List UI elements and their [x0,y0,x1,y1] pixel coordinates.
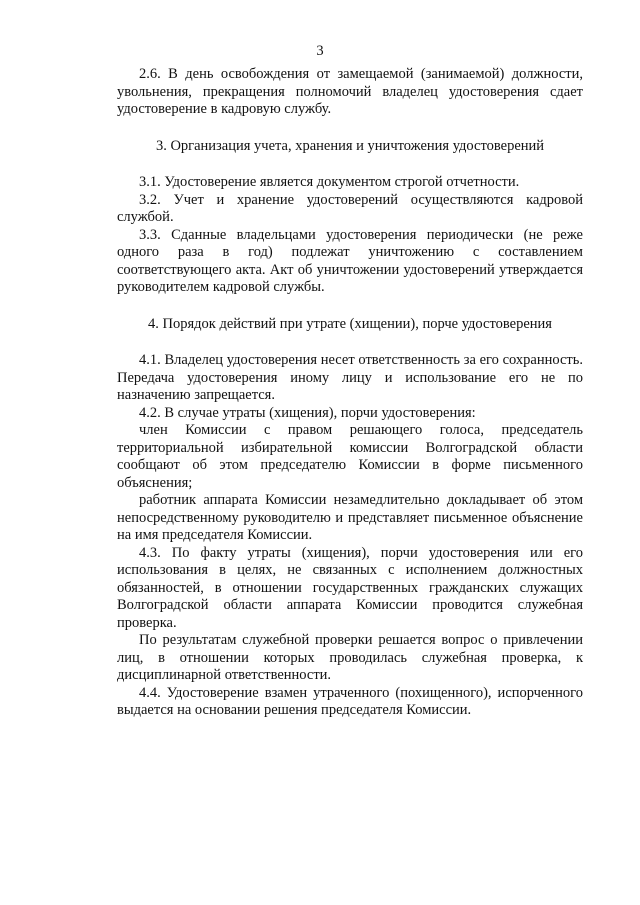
paragraph-3-2: 3.2. Учет и хранение удостоверений осуществляются кадровой службой. [117,191,583,225]
paragraph-4-1: 4.1. Владелец удостоверения несет ответственность за его сохранность. Передача удостоверения иному лицу и использование его не по назначению запрещается. [117,352,583,403]
paragraph-3-3: 3.3. Сданные владельцами удостоверения периодически (не реже одного раза в год) подлежат уничтожению с составлением соответствующего акта. Акт об уничтожении удостоверений утверждается руководителем кадровой службы. [117,226,583,295]
section-heading-4: 4. Порядок действий при утрате (хищении), порче удостоверения [148,315,552,332]
paragraph-4-4: 4.4. Удостоверение взамен утраченного (похищенного), испорченного выдается на основании решения председателя Комиссии. [117,684,583,718]
paragraph-4-3: 4.3. По факту утраты (хищения), порчи удостоверения или его использования в целях, не связанных с исполнением должностных обязанностей, в отношении государственных гражданских служащих Волгоградской области аппарата Комиссии проводится служебная проверка. [117,544,583,631]
paragraph-2-6: 2.6. В день освобождения от замещаемой (занимаемой) должности, увольнения, прекращения полномочий владелец удостоверения сдает удостоверение в кадровую службу. [117,66,583,117]
paragraph-4-2-member: член Комиссии с правом решающего голоса, председатель территориальной избирательной комиссии Волгоградской области сообщают об этом председателю Комиссии в форме письменного объяснения; [117,422,583,491]
paragraph-4-2: 4.2. В случае утраты (хищения), порчи удостоверения: [139,404,476,421]
document-body [117,66,583,720]
page-number: 3 [316,43,324,59]
paragraph-4-3-result: По результатам служебной проверки решается вопрос о привлечении лиц, в отношении которых проводилась служебная проверка, к дисциплинарной ответственности. [117,632,583,683]
paragraph-3-1: 3.1. Удостоверение является документом строгой отчетности. [139,174,520,190]
section-heading-3: 3. Организация учета, хранения и уничтожения удостоверений [155,137,545,154]
paragraph-4-2-staff: работник аппарата Комиссии незамедлительно докладывает об этом непосредственному руководителю и представляет письменное объяснение на имя председателя Комиссии. [117,492,583,543]
